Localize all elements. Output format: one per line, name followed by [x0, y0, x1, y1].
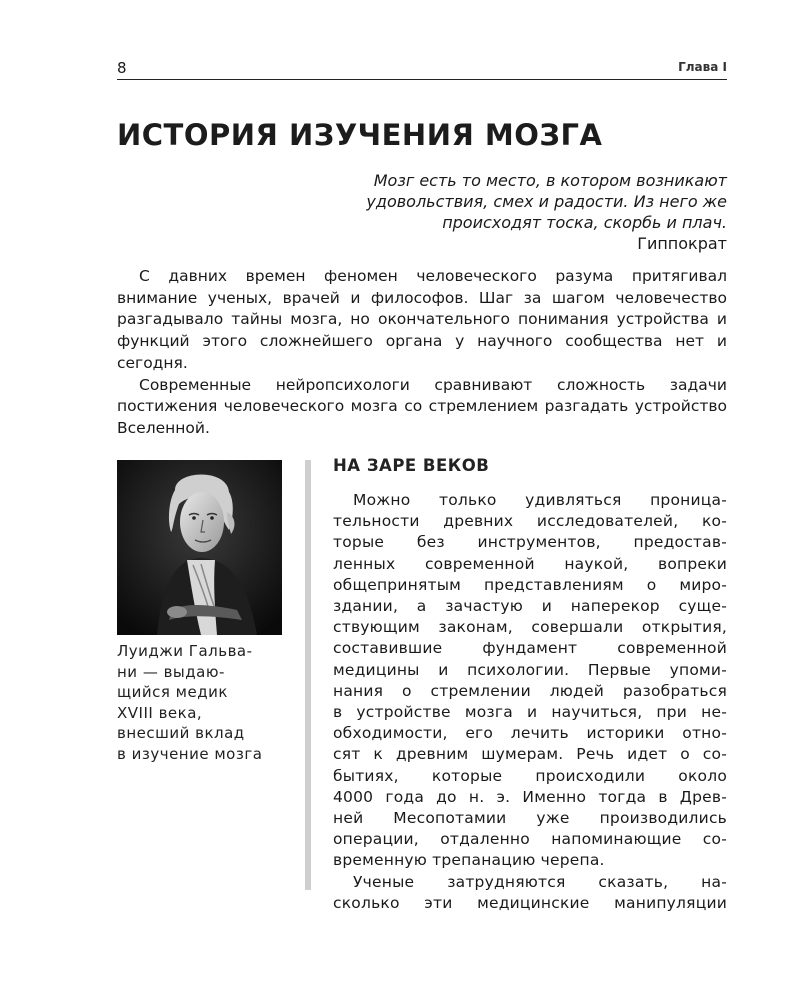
caption-line: в изучение мозга	[117, 744, 263, 763]
body-line: торые без инструментов, предостав-	[333, 533, 727, 552]
body-line: нания о стремлении людей разобраться	[333, 681, 727, 700]
body-line: здании, а зачастую и наперекор суще-	[333, 597, 727, 616]
figure-caption	[117, 641, 287, 764]
epigraph-line: происходят тоска, скорбь и плач.	[442, 213, 727, 232]
body-line: ленных современной наукой, вопреки	[333, 554, 727, 573]
body-line: в устройстве мозга и научиться, при не-	[333, 703, 727, 722]
epigraph-line: Мозг есть то место, в котором возникают	[373, 171, 727, 190]
body-line: ней Месопотамии уже производились	[333, 809, 727, 828]
section-heading: НА ЗАРЕ ВЕКОВ	[333, 456, 490, 475]
body-line: Ученые затрудняются сказать, на-	[353, 872, 727, 891]
body-line: сколько эти медицинские манипуляции	[333, 893, 727, 912]
page-number: 8	[117, 59, 127, 77]
epigraph	[207, 170, 727, 254]
epigraph-line: удовольствия, смех и радости. Из него же	[366, 192, 727, 211]
body-line: Можно только удивляться проница-	[353, 491, 727, 509]
section-body	[333, 490, 727, 914]
page-header	[117, 59, 727, 80]
body-line: сят к древним шумерам. Речь идет о со-	[333, 745, 727, 764]
caption-line: Луиджи Гальва-	[117, 642, 253, 660]
body-line: общепринятым представлениям о миро-	[333, 575, 727, 594]
caption-line: внесший вклад	[117, 724, 245, 742]
intro-text	[117, 266, 727, 440]
galvani-portrait-image	[117, 460, 282, 635]
chapter-label: Глава I	[678, 60, 727, 74]
caption-line: ни — выдаю-	[117, 662, 225, 681]
caption-line: щийся медик	[117, 683, 228, 701]
caption-line: XVIII века,	[117, 703, 203, 722]
epigraph-author: Гиппократ	[637, 234, 727, 253]
intro-paragraph: Современные нейропсихологи сравнивают сложность задачи постижения человеческого мозга со стремлением разгадать устройство Вселенной.	[117, 375, 727, 437]
body-line: составившие фундамент современной	[333, 639, 727, 658]
intro-paragraph: С давних времен феномен человеческого разума притягивал внимание ученых, врачей и философов. Шаг за шагом человечество разгадывало тайны мозга, но окончательного понимания устройства и функций этого сложнейшего органа у научного сообщества нет и сегодня.	[117, 267, 727, 372]
page-title: ИСТОРИЯ ИЗУЧЕНИЯ МОЗГА	[117, 118, 603, 152]
body-line: временную трепанацию черепа.	[333, 851, 605, 870]
body-line: бытиях, которые происходили около	[333, 766, 727, 785]
body-line: операции, отдаленно напоминающие со-	[333, 830, 727, 849]
body-line: медицины и психологии. Первые упоми-	[333, 660, 727, 679]
body-line: обходимости, его лечить историки отно-	[333, 724, 727, 743]
body-line: тельности древних исследователей, ко-	[333, 512, 727, 531]
body-line: ствующим законам, совершали открытия,	[333, 618, 727, 637]
body-line: 4000 года до н. э. Именно тогда в Древ-	[333, 787, 727, 806]
section-divider-bar	[305, 460, 311, 890]
